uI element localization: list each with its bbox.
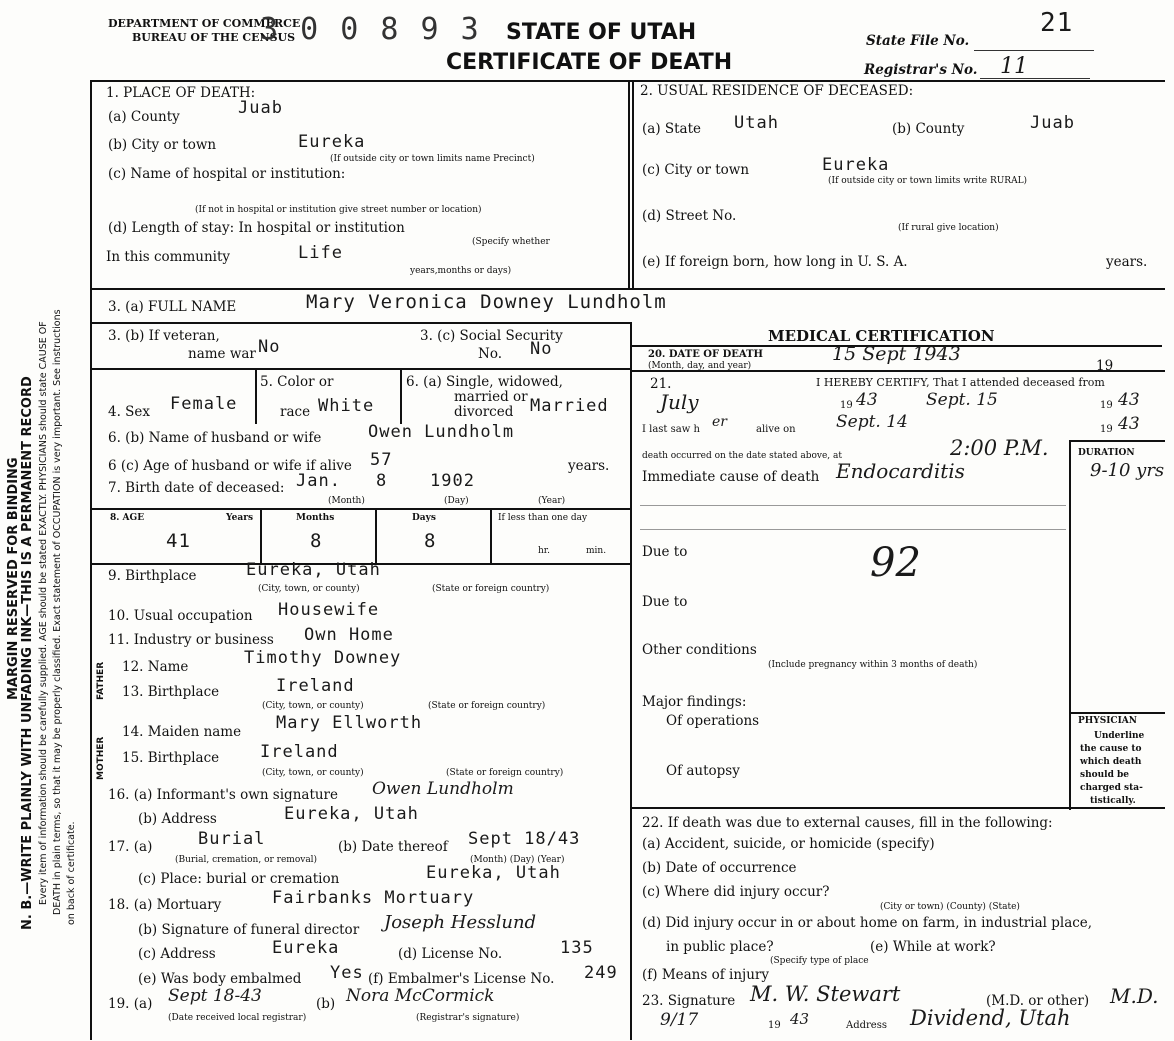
fd-address-value: Eureka (272, 938, 340, 958)
spouse-value: Owen Lundholm (368, 422, 515, 442)
director-label: (b) Signature of funeral director (138, 922, 360, 938)
burial-date-label: (b) Date thereof (338, 839, 448, 855)
ssn-label: 3. (c) Social Security (420, 328, 563, 344)
pod-county-label: (a) County (108, 109, 180, 125)
pod-stay-label: (d) Length of stay: In hospital or institution (108, 220, 405, 236)
informant-address-label: (b) Address (138, 811, 217, 827)
margin-instructions-2: DEATH in plain terms, so that it may be properly classified. Exact statement of OCCUPATION is very important. See instructions (52, 309, 63, 915)
ssn-sub-label: No. (478, 346, 502, 362)
last-saw-pronoun: er (712, 414, 727, 430)
veteran-sub-label: name war (188, 346, 256, 362)
embalmed-label: (e) Was body embalmed (138, 971, 302, 987)
margin-mark: 92 (870, 540, 921, 586)
informant-label: 16. (a) Informant's own signature (108, 787, 339, 803)
father-name-label: 12. Name (122, 659, 189, 675)
age-years-label: Years (226, 513, 254, 523)
informant-address-value: Eureka, Utah (284, 804, 419, 824)
embalmed-value: Yes (330, 963, 364, 983)
age-lt-label: If less than one day (498, 513, 588, 523)
res-years-label: years. (1106, 254, 1148, 270)
res-city-value: Eureka (822, 155, 890, 175)
margin-warning-text: N. B.—WRITE PLAINLY WITH UNFADING INK—THIS IS A PERMANENT RECORD (20, 376, 35, 930)
spouse-label: 6. (b) Name of husband or wife (108, 430, 322, 446)
registrar-signature: Nora McCormick (346, 986, 495, 1006)
pod-hospital-note: (If not in hospital or institution give street number or location) (195, 205, 482, 215)
birth-month-note: (Month) (328, 496, 365, 506)
burial-note: (Burial, cremation, or removal) (175, 855, 318, 865)
physician-box-line4: should be (1080, 770, 1130, 780)
dod-label: 20. DATE OF DEATH (648, 349, 763, 360)
duration-label: DURATION (1078, 448, 1135, 458)
race-label: race (280, 404, 311, 420)
burial-value: Burial (198, 829, 266, 849)
marital-value: Married (530, 396, 609, 416)
certificate-title: CERTIFICATE OF DEATH (446, 50, 733, 75)
registrar-label: Registrar's No. (864, 62, 978, 78)
external-d: (d) Did injury occur in or about home on farm, in industrial place, (642, 915, 1093, 931)
registrar-sig-label: (b) (316, 996, 336, 1012)
dod-note: (Month, day, and year) (648, 361, 752, 371)
physician-box-line6: tistically. (1090, 796, 1136, 806)
director-signature: Joseph Hesslund (384, 912, 537, 933)
birth-month-value: Jan. (296, 471, 341, 491)
medical-heading: MEDICAL CERTIFICATION (768, 327, 995, 345)
age-months-label: Months (296, 513, 335, 523)
pod-city-label: (b) City or town (108, 137, 217, 153)
res-street-note: (If rural give location) (898, 223, 999, 233)
birthplace-state-note: (State or foreign country) (432, 584, 550, 594)
major-findings-label: Major findings: (642, 694, 747, 710)
serial-number: 3 0 0 8 9 3 (260, 12, 481, 47)
birth-date-label: 7. Birth date of deceased: (108, 480, 285, 496)
last-saw-date: Sept. 14 (836, 412, 908, 432)
color-label: 5. Color or (260, 374, 334, 390)
veteran-label: 3. (b) If veteran, (108, 328, 220, 344)
external-type-note: (Specify type of place (770, 956, 869, 966)
mortuary-label: 18. (a) Mortuary (108, 897, 222, 913)
sex-value: Female (170, 394, 238, 414)
birthplace-value: Eureka, Utah (246, 560, 381, 580)
autopsy-label: Of autopsy (666, 763, 740, 779)
certify-text: I HEREBY CERTIFY, That I attended deceased from (816, 376, 1105, 389)
birth-day-note: (Day) (444, 496, 469, 506)
father-city-note: (City, town, or county) (262, 701, 364, 711)
residence-heading: 2. USUAL RESIDENCE OF DECEASED: (640, 83, 914, 99)
signature-year-label: 19 (768, 1020, 781, 1031)
pod-city-note: (If outside city or town limits name Precinct) (330, 154, 535, 164)
filed-date-value: Sept 18-43 (168, 986, 262, 1006)
father-birth-value: Ireland (276, 676, 355, 696)
age-hr-label: hr. (538, 546, 550, 556)
mother-tag: MOTHER (96, 736, 106, 780)
attended-to: Sept. 15 (926, 390, 998, 410)
other-conditions-label: Other conditions (642, 642, 757, 658)
external-heading: 22. If death was due to external causes, fill in the following: (642, 815, 1053, 831)
death-time-value: 2:00 P.M. (950, 436, 1049, 460)
pod-county-value: Juab (238, 98, 283, 118)
duration-value: 9-10 yrs (1090, 460, 1165, 481)
md-handwritten: M.D. (1110, 984, 1159, 1008)
burial-date-value: Sept 18/43 (468, 829, 581, 849)
res-state-value: Utah (734, 113, 779, 133)
place-of-death-heading: 1. PLACE OF DEATH: (106, 85, 256, 101)
margin-binding-text: MARGIN RESERVED FOR BINDING (6, 457, 21, 700)
spouse-age-years: years. (568, 458, 610, 474)
death-time-label: death occurred on the date stated above, at (642, 451, 843, 461)
res-state-label: (a) State (642, 121, 702, 137)
birth-year-note: (Year) (538, 496, 566, 506)
pod-community-label: In this community (106, 249, 231, 265)
signature-label: 23. Signature (642, 993, 736, 1009)
res-county-value: Juab (1030, 113, 1075, 133)
due-to-1-label: Due to (642, 544, 688, 560)
age-days-value: 8 (424, 530, 437, 552)
divorced-label: divorced (454, 404, 514, 420)
age-months-value: 8 (310, 530, 323, 552)
last-saw-label: I last saw h (642, 424, 700, 435)
filed-note: (Date received local registrar) (168, 1013, 307, 1023)
embalmer-license-label: (f) Embalmer's License No. (368, 971, 555, 987)
physician-box-line2: the cause to (1080, 744, 1142, 754)
external-a: (a) Accident, suicide, or homicide (specify) (642, 836, 935, 852)
mother-birth-label: 15. Birthplace (122, 750, 220, 766)
spouse-age-value: 57 (370, 450, 393, 470)
operations-label: Of operations (666, 713, 760, 729)
industry-label: 11. Industry or business (108, 632, 274, 648)
signature-year-value: 43 (790, 1010, 810, 1028)
burial-place-value: Eureka, Utah (426, 863, 561, 883)
external-f: (f) Means of injury (642, 967, 769, 983)
father-name-value: Timothy Downey (244, 648, 402, 668)
physician-box-line1: Underline (1094, 731, 1145, 741)
industry-value: Own Home (304, 625, 394, 645)
spouse-age-label: 6 (c) Age of husband or wife if alive (108, 458, 352, 474)
immediate-cause-value: Endocarditis (836, 459, 965, 483)
physician-box-label: PHYSICIAN (1078, 716, 1137, 726)
birthplace-label: 9. Birthplace (108, 568, 197, 584)
last-saw-year-label: 19 (1100, 424, 1113, 435)
from-year-value: 43 (856, 390, 878, 410)
res-street-label: (d) Street No. (642, 208, 737, 224)
burial-place-label: (c) Place: burial or cremation (138, 871, 340, 887)
physician-signature: M. W. Stewart (750, 982, 901, 1006)
immediate-cause-label: Immediate cause of death (642, 469, 820, 485)
ssn-value: No (530, 339, 553, 359)
res-foreign-label: (e) If foreign born, how long in U. S. A. (642, 254, 908, 270)
physician-box-line3: which death (1080, 757, 1142, 767)
dod-year-label: 19 (1096, 358, 1114, 374)
external-c-note: (City or town) (County) (State) (880, 902, 1020, 912)
married-label: married or (454, 389, 528, 405)
external-c: (c) Where did injury occur? (642, 884, 830, 900)
marital-label: 6. (a) Single, widowed, (406, 374, 563, 390)
physician-address-value: Dividend, Utah (910, 1006, 1071, 1030)
burial-label: 17. (a) (108, 839, 153, 855)
informant-signature: Owen Lundholm (372, 779, 514, 799)
last-saw-year-value: 43 (1118, 414, 1140, 434)
from-year-label: 19 (840, 400, 853, 411)
cert-21: 21. (650, 376, 672, 392)
pod-specify-note: (Specify whether (472, 237, 550, 247)
margin-instructions-3: on back of certificate. (66, 821, 77, 925)
physician-address-label: Address (846, 1020, 887, 1031)
physician-box-line5: charged sta- (1080, 783, 1143, 793)
external-d2: in public place? (666, 939, 774, 955)
registrar-value: 11 (1000, 54, 1028, 79)
mother-state-note: (State or foreign country) (446, 768, 564, 778)
birthplace-city-note: (City, town, or county) (258, 584, 360, 594)
to-year-label: 19 (1100, 400, 1113, 411)
license-value: 135 (560, 938, 594, 958)
burial-date-note: (Month) (Day) (Year) (470, 855, 565, 865)
state-file-label: State File No. (866, 33, 970, 49)
md-label: (M.D. or other) (986, 993, 1090, 1009)
external-e: (e) While at work? (870, 939, 996, 955)
pod-units-note: years,months or days) (410, 266, 512, 276)
fd-address-label: (c) Address (138, 946, 216, 962)
pod-city-value: Eureka (298, 132, 366, 152)
due-to-2-label: Due to (642, 594, 688, 610)
sex-label: 4. Sex (108, 404, 151, 420)
race-value: White (318, 396, 375, 416)
age-years-value: 41 (166, 530, 191, 552)
state-title: STATE OF UTAH (506, 20, 697, 45)
registrar-note: (Registrar's signature) (416, 1013, 520, 1023)
age-min-label: min. (586, 546, 607, 556)
birth-year-value: 1902 (430, 471, 475, 491)
dept-label: DEPARTMENT OF COMMERCE (108, 17, 301, 30)
mother-name-value: Mary Ellworth (276, 713, 423, 733)
mother-city-note: (City, town, or county) (262, 768, 364, 778)
father-tag: FATHER (96, 661, 106, 700)
external-b: (b) Date of occurrence (642, 860, 797, 876)
birth-day-value: 8 (376, 471, 388, 491)
to-year-value: 43 (1118, 390, 1140, 410)
attended-from: July (660, 390, 699, 414)
veteran-value: No (258, 337, 281, 357)
margin-instructions-1: Every item of information should be carefully supplied. AGE should be stated EXACTLY. PHYSICIANS should state CAUSE OF (38, 321, 49, 905)
other-conditions-note: (Include pregnancy within 3 months of death) (768, 660, 978, 670)
signature-date: 9/17 (660, 1010, 699, 1030)
age-days-label: Days (412, 513, 436, 523)
filed-label: 19. (a) (108, 996, 153, 1012)
pod-hospital-label: (c) Name of hospital or institution: (108, 166, 346, 182)
bureau-label: BUREAU OF THE CENSUS (132, 31, 296, 44)
pod-community-value: Life (298, 243, 343, 263)
father-birth-label: 13. Birthplace (122, 684, 220, 700)
father-state-note: (State or foreign country) (428, 701, 546, 711)
occupation-value: Housewife (278, 600, 380, 620)
embalmer-license-value: 249 (584, 963, 618, 983)
res-city-label: (c) City or town (642, 162, 750, 178)
full-name-value: Mary Veronica Downey Lundholm (306, 291, 667, 313)
state-file-value: 21 (1040, 8, 1074, 38)
full-name-label: 3. (a) FULL NAME (108, 299, 237, 315)
occupation-label: 10. Usual occupation (108, 608, 253, 624)
license-label: (d) License No. (398, 946, 503, 962)
last-saw-mid: alive on (756, 424, 796, 435)
res-city-note: (If outside city or town limits write RURAL) (828, 176, 1028, 186)
age-label: 8. AGE (110, 513, 145, 523)
mother-birth-value: Ireland (260, 742, 339, 762)
res-county-label: (b) County (892, 121, 965, 137)
mother-name-label: 14. Maiden name (122, 724, 242, 740)
mortuary-value: Fairbanks Mortuary (272, 888, 475, 908)
dod-value: 15 Sept 1943 (832, 343, 961, 365)
